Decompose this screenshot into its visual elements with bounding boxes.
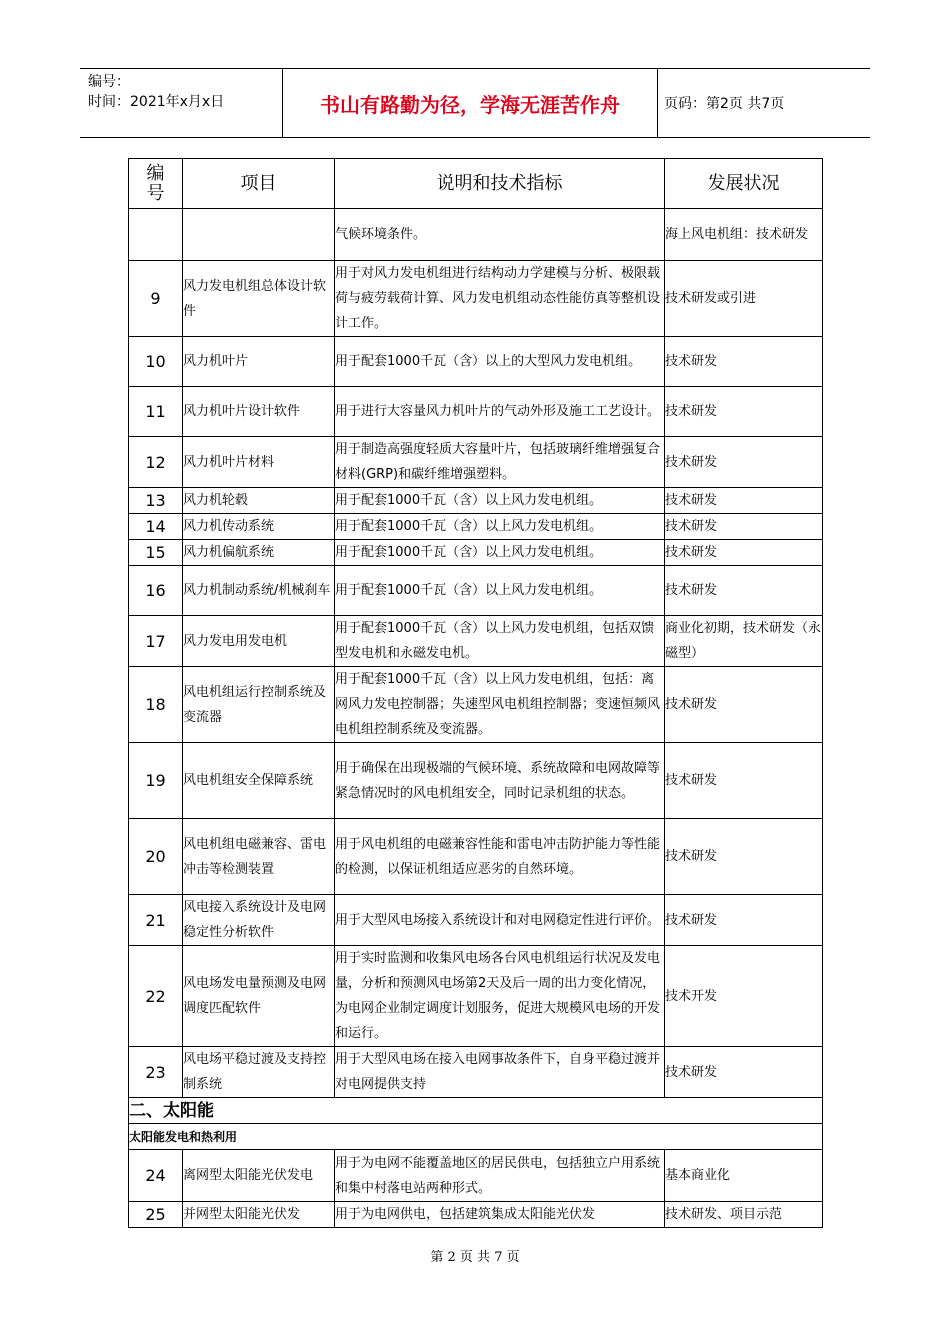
table-row (129, 387, 823, 437)
row-description: 用于对风力发电机组进行结构动力学建模与分析、极限载荷与疲劳载荷计算、风力发电机组动态性能仿真等整机设计工作。 (335, 261, 665, 337)
row-number: 21 (129, 895, 183, 946)
col-header-desc: 说明和技术指标 (335, 159, 665, 209)
row-status: 基本商业化 (665, 1150, 823, 1202)
row-item: 风力发电用发电机 (183, 616, 335, 667)
page-footer: 第 2 页 共 7 页 (430, 1250, 520, 1265)
row-number: 10 (129, 337, 183, 387)
row-item: 风力机传动系统 (183, 514, 335, 540)
table-row (129, 540, 823, 566)
table-row (129, 819, 823, 895)
time-label: 时间：2021年x月x日 (88, 94, 225, 110)
table-row (129, 1047, 823, 1098)
row-description: 用于进行大容量风力机叶片的气动外形及施工工艺设计。 (335, 387, 665, 437)
row-description: 用于大型风电场在接入电网事故条件下，自身平稳过渡并对电网提供支持 (335, 1047, 665, 1098)
row-item (183, 209, 335, 261)
row-item: 并网型太阳能光伏发 (183, 1202, 335, 1228)
number-label: 编号： (88, 74, 130, 90)
row-number: 14 (129, 514, 183, 540)
table-row (129, 667, 823, 743)
row-item: 风力发电机组总体设计软件 (183, 261, 335, 337)
row-number: 12 (129, 437, 183, 488)
subsection-row (129, 1124, 823, 1150)
row-description: 用于制造高强度轻质大容量叶片，包括玻璃纤维增强复合材料(GRP)和碳纤维增强塑料。 (335, 437, 665, 488)
header-motto-cell (282, 69, 658, 137)
col-header-status: 发展状况 (665, 159, 823, 209)
table-row (129, 743, 823, 819)
row-number (129, 209, 183, 261)
row-number: 22 (129, 946, 183, 1047)
table-row (129, 209, 823, 261)
row-status: 技术研发 (665, 540, 823, 566)
row-description: 用于配套1000千瓦（含）以上风力发电机组，包括：离网风力发电控制器；失速型风电机组控制器；变速恒频风电机组控制系统及变流器。 (335, 667, 665, 743)
row-item: 风力机轮毂 (183, 488, 335, 514)
row-number: 23 (129, 1047, 183, 1098)
row-item: 风电场发电量预测及电网调度匹配软件 (183, 946, 335, 1047)
row-status: 技术研发 (665, 488, 823, 514)
row-status: 技术研发或引进 (665, 261, 823, 337)
page-info: 页码：第2页 共7页 (664, 96, 785, 112)
row-description: 用于风电机组的电磁兼容性能和雷电冲击防护能力等性能的检测，以保证机组适应恶劣的自然环境。 (335, 819, 665, 895)
row-number: 24 (129, 1150, 183, 1202)
row-status: 商业化初期，技术研发（永磁型） (665, 616, 823, 667)
table-row (129, 437, 823, 488)
table-body-section (129, 1098, 823, 1150)
row-description: 气候环境条件。 (335, 209, 665, 261)
row-status: 海上风电机组：技术研发 (665, 209, 823, 261)
table-row (129, 566, 823, 616)
row-number: 9 (129, 261, 183, 337)
table-header-row (129, 159, 823, 209)
row-description: 用于配套1000千瓦（含）以上风力发电机组。 (335, 514, 665, 540)
row-item: 离网型太阳能光伏发电 (183, 1150, 335, 1202)
row-item: 风电机组安全保障系统 (183, 743, 335, 819)
row-description: 用于为电网供电，包括建筑集成太阳能光伏发 (335, 1202, 665, 1228)
section-row (129, 1098, 823, 1124)
header-left (80, 69, 282, 137)
row-description: 用于配套1000千瓦（含）以上的大型风力发电机组。 (335, 337, 665, 387)
table-row (129, 488, 823, 514)
table-row (129, 1150, 823, 1202)
table-row (129, 946, 823, 1047)
row-status: 技术研发 (665, 566, 823, 616)
row-description: 用于配套1000千瓦（含）以上风力发电机组。 (335, 488, 665, 514)
row-number: 16 (129, 566, 183, 616)
row-number: 15 (129, 540, 183, 566)
row-status: 技术研发 (665, 819, 823, 895)
row-description: 用于配套1000千瓦（含）以上风力发电机组。 (335, 540, 665, 566)
row-description: 用于大型风电场接入系统设计和对电网稳定性进行评价。 (335, 895, 665, 946)
row-status: 技术研发 (665, 743, 823, 819)
table-row (129, 1202, 823, 1228)
row-status: 技术研发 (665, 895, 823, 946)
col-header-item: 项目 (183, 159, 335, 209)
row-status: 技术研发 (665, 1047, 823, 1098)
row-number: 17 (129, 616, 183, 667)
table-row (129, 616, 823, 667)
row-item: 风力机叶片设计软件 (183, 387, 335, 437)
row-item: 风电机组电磁兼容、雷电冲击等检测装置 (183, 819, 335, 895)
table-row (129, 337, 823, 387)
row-status: 技术研发 (665, 514, 823, 540)
table-body-solar (129, 1150, 823, 1228)
row-number: 19 (129, 743, 183, 819)
row-item: 风电接入系统设计及电网稳定性分析软件 (183, 895, 335, 946)
table-body-wind (129, 209, 823, 1098)
row-status: 技术研发 (665, 387, 823, 437)
section-title: 二、太阳能 (129, 1098, 823, 1124)
row-status: 技术研发 (665, 667, 823, 743)
row-number: 20 (129, 819, 183, 895)
row-status: 技术研发 (665, 337, 823, 387)
subsection-title: 太阳能发电和热利用 (129, 1124, 823, 1150)
row-status: 技术研发、项目示范 (665, 1202, 823, 1228)
row-status: 技术开发 (665, 946, 823, 1047)
row-description: 用于配套1000千瓦（含）以上风力发电机组，包括双馈型发电机和永磁发电机。 (335, 616, 665, 667)
row-item: 风力机叶片 (183, 337, 335, 387)
tech-table (128, 158, 823, 1228)
page-header (80, 68, 870, 138)
row-number: 25 (129, 1202, 183, 1228)
row-item: 风力机偏航系统 (183, 540, 335, 566)
table-row (129, 261, 823, 337)
col-header-number: 编 号 (129, 159, 183, 209)
row-description: 用于为电网不能覆盖地区的居民供电，包括独立户用系统和集中村落电站两种形式。 (335, 1150, 665, 1202)
table-row (129, 895, 823, 946)
row-item: 风电场平稳过渡及支持控制系统 (183, 1047, 335, 1098)
row-number: 11 (129, 387, 183, 437)
row-status: 技术研发 (665, 437, 823, 488)
row-item: 风力机制动系统/机械刹车 (183, 566, 335, 616)
row-description: 用于配套1000千瓦（含）以上风力发电机组。 (335, 566, 665, 616)
row-description: 用于确保在出现极端的气候环境、系统故障和电网故障等紧急情况时的风电机组安全，同时记录机组的状态。 (335, 743, 665, 819)
motto: 书山有路勤为径，学海无涯苦作舟 (320, 92, 620, 117)
row-number: 13 (129, 488, 183, 514)
row-item: 风力机叶片材料 (183, 437, 335, 488)
row-description: 用于实时监测和收集风电场各台风电机组运行状况及发电量，分析和预测风电场第2天及后一周的出力变化情况，为电网企业制定调度计划服务，促进大规模风电场的开发和运行。 (335, 946, 665, 1047)
table-row (129, 514, 823, 540)
row-number: 18 (129, 667, 183, 743)
row-item: 风电机组运行控制系统及变流器 (183, 667, 335, 743)
